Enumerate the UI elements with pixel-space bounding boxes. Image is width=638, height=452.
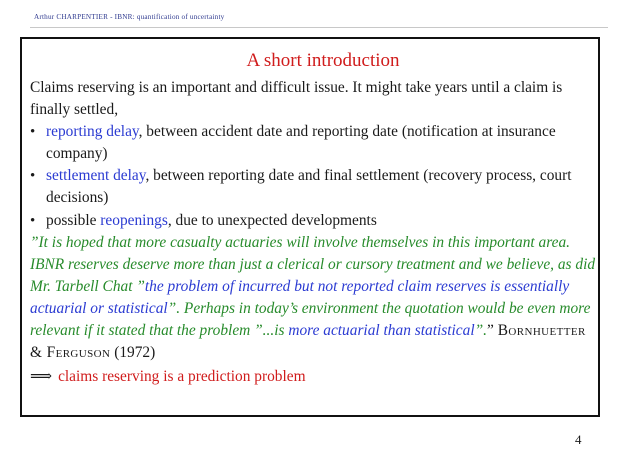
bullet-prefix: possible [46,211,101,229]
slide-frame [20,37,600,417]
slide-content [30,49,596,388]
header-divider [30,27,608,28]
quote-part-1: ”It is hoped that more casualty actuaries will involve themselves in this important area. IBNR reserves deserve more than just a clerical or cursory treatment and we believe, as did Mr. Tarbell Chat ” [30,233,596,295]
bullet-rest: , due to unexpected developments [167,211,377,229]
bullet-icon: • [30,168,36,185]
quote-authors: Bornhuetter & Ferguson [30,322,586,362]
bullet-text [46,210,596,232]
term-reopenings: reopenings [100,211,168,229]
quote-emphasis-2: more actuarial than statistical [288,322,475,340]
bullet-rest: , between reporting date and final settlement (recovery process, court decisions) [46,167,572,207]
bullet-reporting-delay [30,121,596,165]
quote-part-5: ”. [474,322,488,340]
bullet-icon: • [30,212,36,229]
term-settlement-delay: settlement delay [46,167,146,185]
quote-year: (1972) [114,344,156,362]
quote-closing-mark: ” [487,322,494,340]
slide-header: Arthur CHARPENTIER - IBNR: quantification of uncertainty [34,13,225,21]
quote-part-3: ”. Perhaps in today’s environment the quotation would be even more relevant if it stated that the problem ”...is [30,299,591,340]
bullet-text [46,121,596,165]
bullet-settlement-delay [30,165,596,209]
intro-paragraph: Claims reserving is an important and difficult issue. It might take years until a claim is finally settled, [30,79,563,119]
quote-emphasis-1: the problem of incurred but not reported claim reserves is essentially actuarial or statistical [30,277,570,317]
conclusion-text: claims reserving is a prediction problem [58,368,306,386]
term-reporting-delay: reporting delay [46,123,139,141]
quote-paragraph [30,232,596,365]
bullet-icon: • [30,124,36,141]
bullet-reopenings [30,210,596,232]
slide-title: A short introduction [246,50,400,71]
bullet-text [46,165,596,209]
page-number: 4 [575,432,582,447]
conclusion-line [30,366,596,388]
bullet-rest: , between accident date and reporting date (notification at insurance company) [46,123,556,163]
implies-arrow-icon: ⟹ [30,368,53,386]
